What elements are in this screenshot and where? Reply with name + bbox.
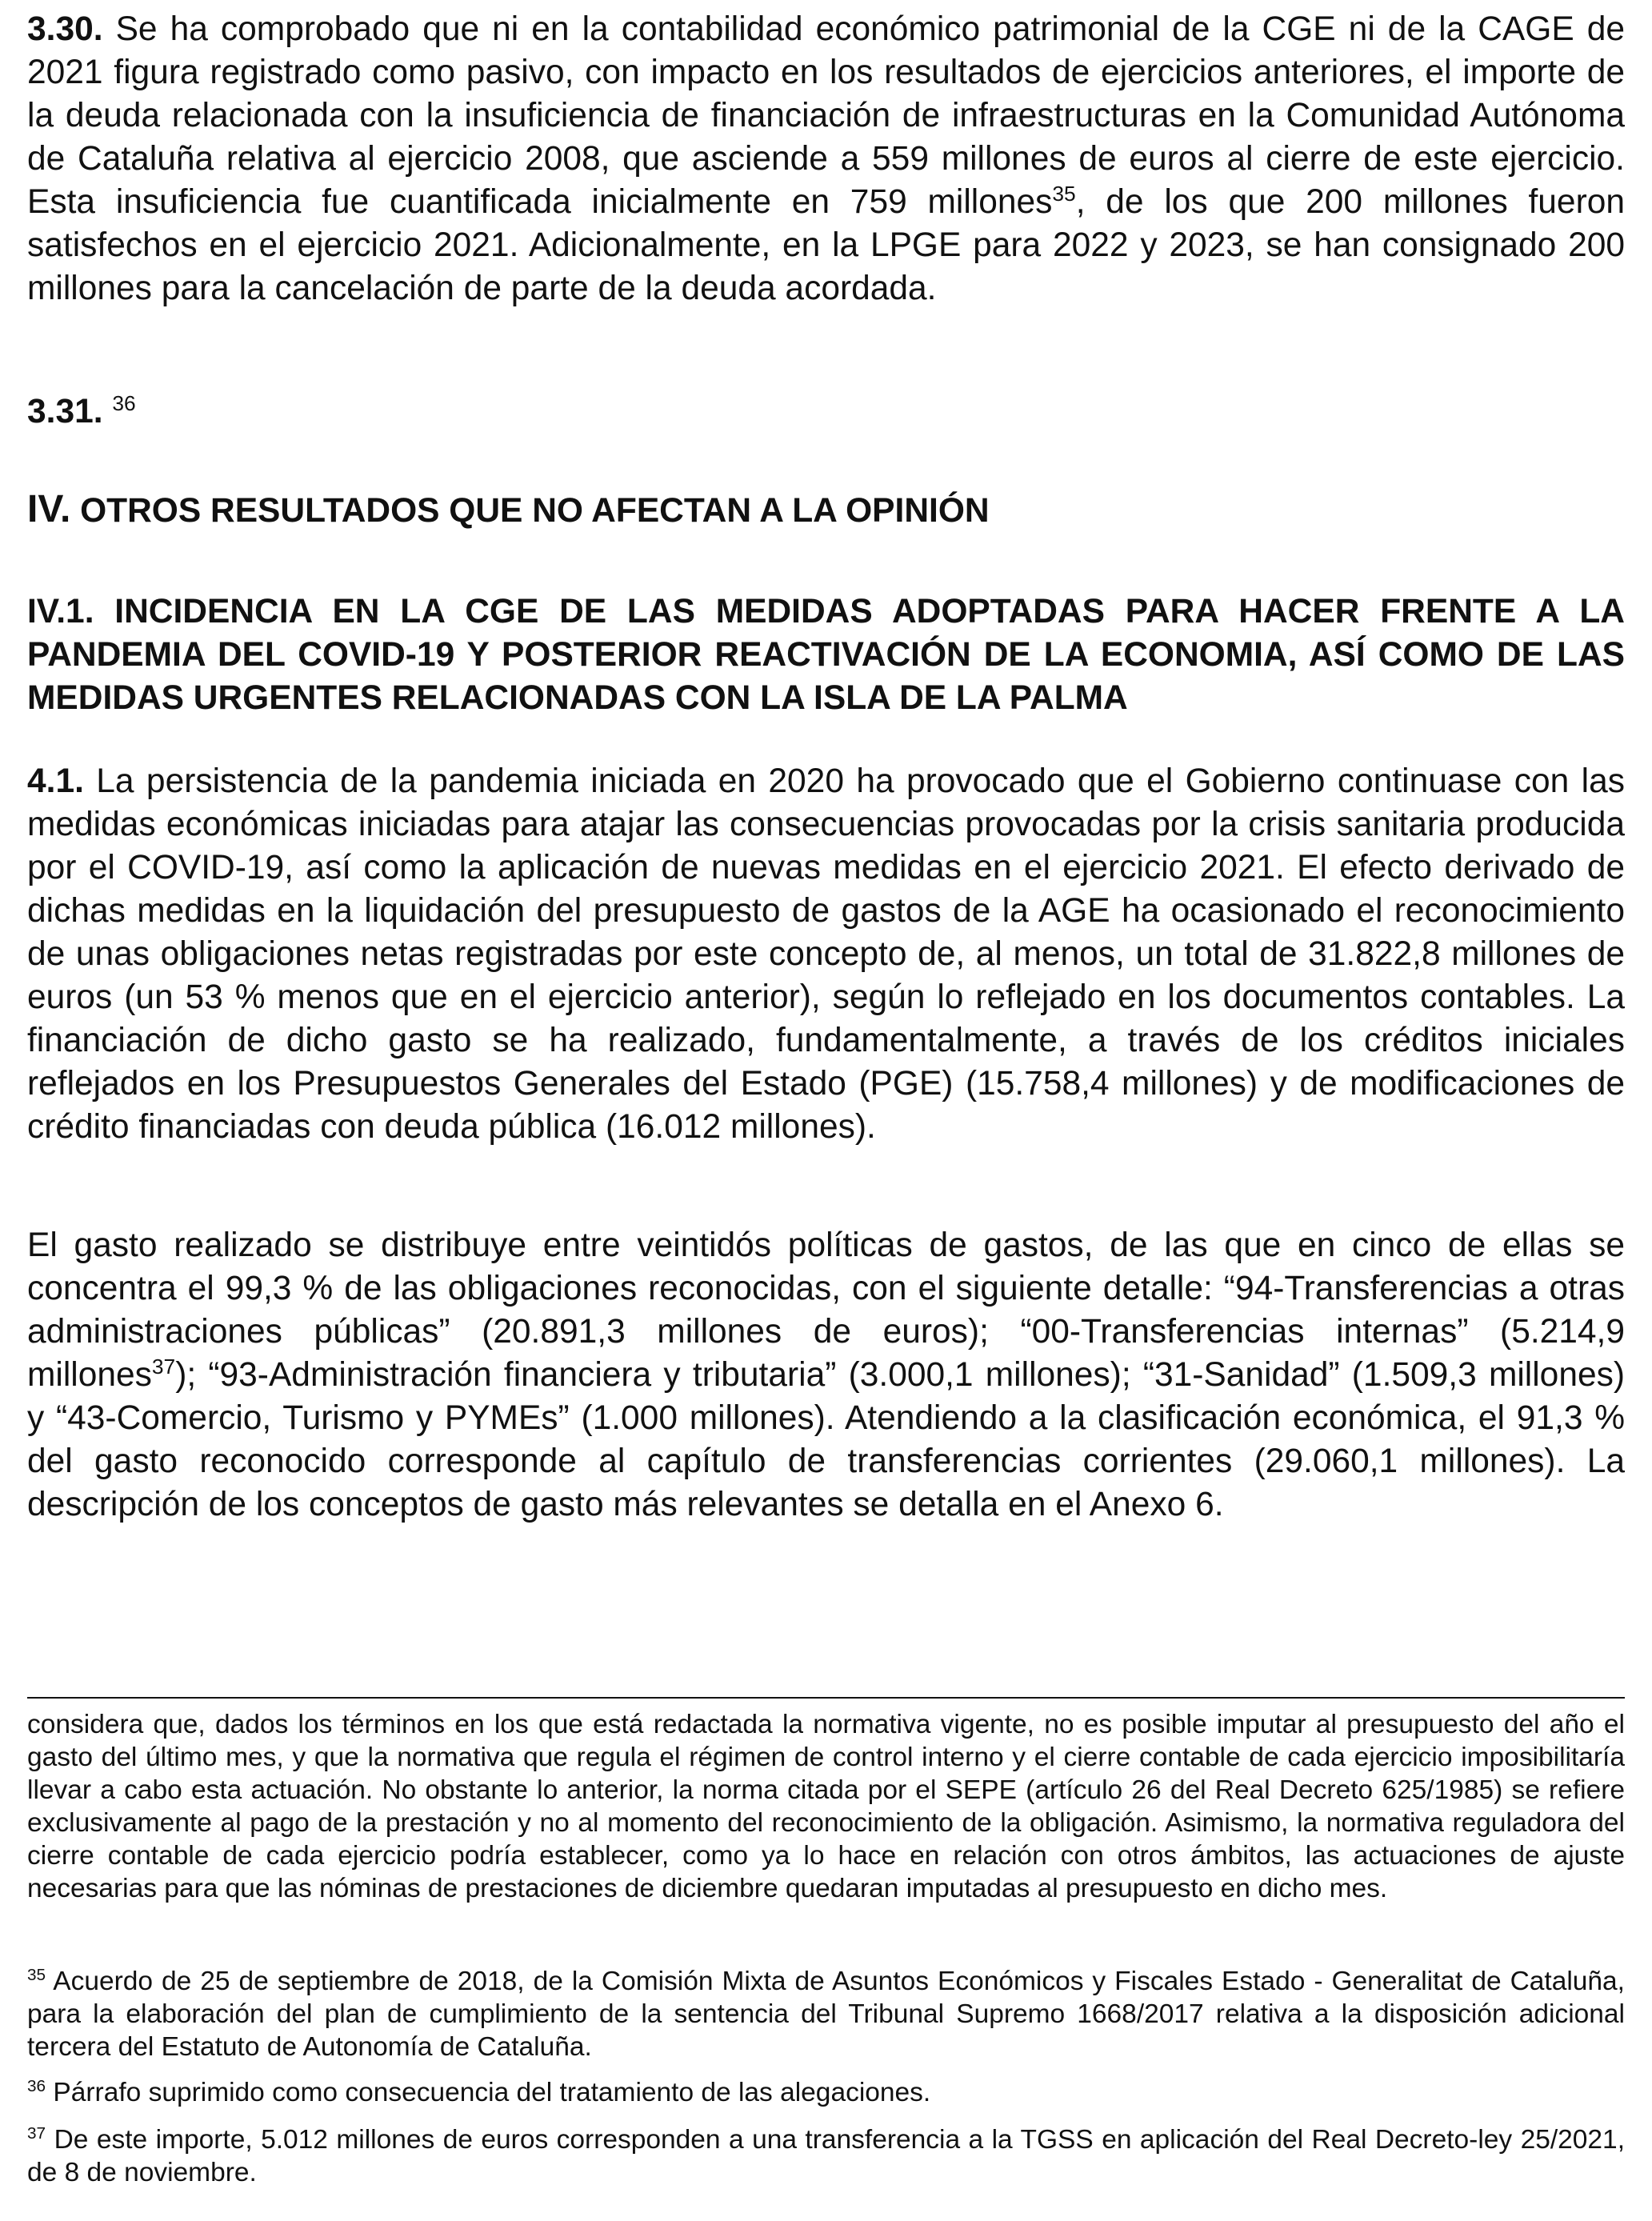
footnote-ref-36[interactable]: 36	[112, 390, 136, 415]
footnote-37	[27, 2123, 1625, 2189]
paragraph-gasto-distribucion	[27, 1224, 1625, 1527]
footnote-continuation	[27, 1708, 1625, 1905]
subsection-heading-iv-1	[27, 590, 1625, 720]
paragraph-text: , de los que 200 millones fueron satisfechos en el ejercicio 2021. Adicionalmente, en la LPGE para 2022 y 2023, se han consignado 200 millones para la cancelación de parte de la deuda acordada.	[27, 183, 1625, 307]
paragraph-number: 4.1.	[27, 762, 84, 800]
footnote-text: Acuerdo de 25 de septiembre de 2018, de la Comisión Mixta de Asuntos Económicos y Fiscales Estado - Generalitat de Cataluña, para la elaboración del plan de cumplimiento de la sentencia del Tribunal Supremo 1668/2017 relativa a la disposición adicional tercera del Estatuto de Autonomía de Cataluña.	[27, 1967, 1625, 2062]
footnote-text: De este importe, 5.012 millones de euros corresponden a una transferencia a la TGSS en aplicación del Real Decreto-ley 25/2021, de 8 de noviembre.	[27, 2125, 1625, 2187]
paragraph-number: 3.30.	[27, 10, 103, 48]
footnote-marker: 37	[27, 2123, 46, 2143]
footnote-marker: 36	[27, 2076, 46, 2095]
footnote-36	[27, 2076, 1625, 2109]
paragraph-4-1	[27, 760, 1625, 1149]
paragraph-text: Se ha comprobado que ni en la contabilidad económico patrimonial de la CGE ni de la CAGE de 2021 figura registrado como pasivo, con impacto en los resultados de ejercicios anteriores, el importe de la deuda relacionada con la insuficiencia de financiación de infraestructuras en la Comunidad Autónoma de Cataluña relativa al ejercicio 2008, que asciende a 559 millones de euros al cierre de este ejercicio. Esta insuficiencia fue cuantificada inicialmente en 759 millones	[27, 10, 1625, 221]
subsection-heading-text: IV.1. INCIDENCIA EN LA CGE DE LAS MEDIDAS ADOPTADAS PARA HACER FRENTE A LA PANDEMIA DEL COVID-19 Y POSTERIOR REACTIVACIÓN DE LA ECONOMIA, ASÍ COMO DE LAS MEDIDAS URGENTES RELACIONADAS CON LA ISLA DE LA PALMA	[27, 593, 1625, 717]
paragraph-text: ); “93-Administración financiera y tributaria” (3.000,1 millones); “31-Sanidad” (1.509,3 millones) y “43-Comercio, Turismo y PYMEs” (1.000 millones). Atendiendo a la clasificación económica, el 91,3 % del gasto reconocido corresponde al capítulo de transferencias corrientes (29.060,1 millones). La descripción de los conceptos de gasto más relevantes se detalla en el Anexo 6.	[27, 1356, 1625, 1523]
footnote-ref-35[interactable]: 35	[1052, 181, 1076, 206]
paragraph-number: 3.31.	[27, 393, 103, 430]
footnote-separator	[27, 1697, 1625, 1699]
footnote-text: Párrafo suprimido como consecuencia del tratamiento de las alegaciones.	[46, 2078, 931, 2107]
footnote-35	[27, 1965, 1625, 2063]
footnote-ref-37[interactable]: 37	[151, 1354, 176, 1379]
paragraph-3-30	[27, 8, 1625, 310]
paragraph-text: La persistencia de la pandemia iniciada en 2020 ha provocado que el Gobierno continuase con las medidas económicas iniciadas para atajar las consecuencias provocadas por la crisis sanitaria producida por el COVID-19, así como la aplicación de nuevas medidas en el ejercicio 2021. El efecto derivado de dichas medidas en la liquidación del presupuesto de gastos de la AGE ha ocasionado el reconocimiento de unas obligaciones netas registradas por este concepto de, al menos, un total de 31.822,8 millones de euros (un 53 % menos que en el ejercicio anterior), según lo reflejado en los documentos contables. La financiación de dicho gasto se ha realizado, fundamentalmente, a través de los créditos iniciales reflejados en los Presupuestos Generales del Estado (PGE) (15.758,4 millones) y de modificaciones de crédito financiadas con deuda pública (16.012 millones).	[27, 762, 1625, 1146]
section-roman-numeral: IV.	[27, 488, 71, 530]
paragraph-text: El gasto realizado se distribuye entre veintidós políticas de gastos, de las que en cinco de ellas se concentra el 99,3 % de las obligaciones reconocidas, con el siguiente detalle: “94-Transferencias a otras administraciones públicas” (20.891,3 millones de euros); “00-Transferencias internas” (5.214,9 millones	[27, 1227, 1625, 1394]
footnote-marker: 35	[27, 1965, 46, 1984]
footnote-text: considera que, dados los términos en los que está redactada la normativa vigente, no es posible imputar al presupuesto del año el gasto del último mes, y que la normativa que regula el régimen de control interno y el cierre contable de cada ejercicio imposibilitaría llevar a cabo esta actuación. No obstante lo anterior, la norma citada por el SEPE (artículo 26 del Real Decreto 625/1985) se refiere exclusivamente al pago de la prestación y no al momento del reconocimiento de la obligación. Asimismo, la normativa reguladora del cierre contable de cada ejercicio podría establecer, como ya lo hace en relación con otros ámbitos, las actuaciones de ajuste necesarias para que las nóminas de prestaciones de diciembre quedaran imputadas al presupuesto en dicho mes.	[27, 1710, 1625, 1903]
section-heading-iv	[27, 488, 1625, 533]
section-heading-text: OTROS RESULTADOS QUE NO AFECTAN A LA OPINIÓN	[70, 492, 990, 530]
paragraph-3-31	[27, 390, 1625, 434]
